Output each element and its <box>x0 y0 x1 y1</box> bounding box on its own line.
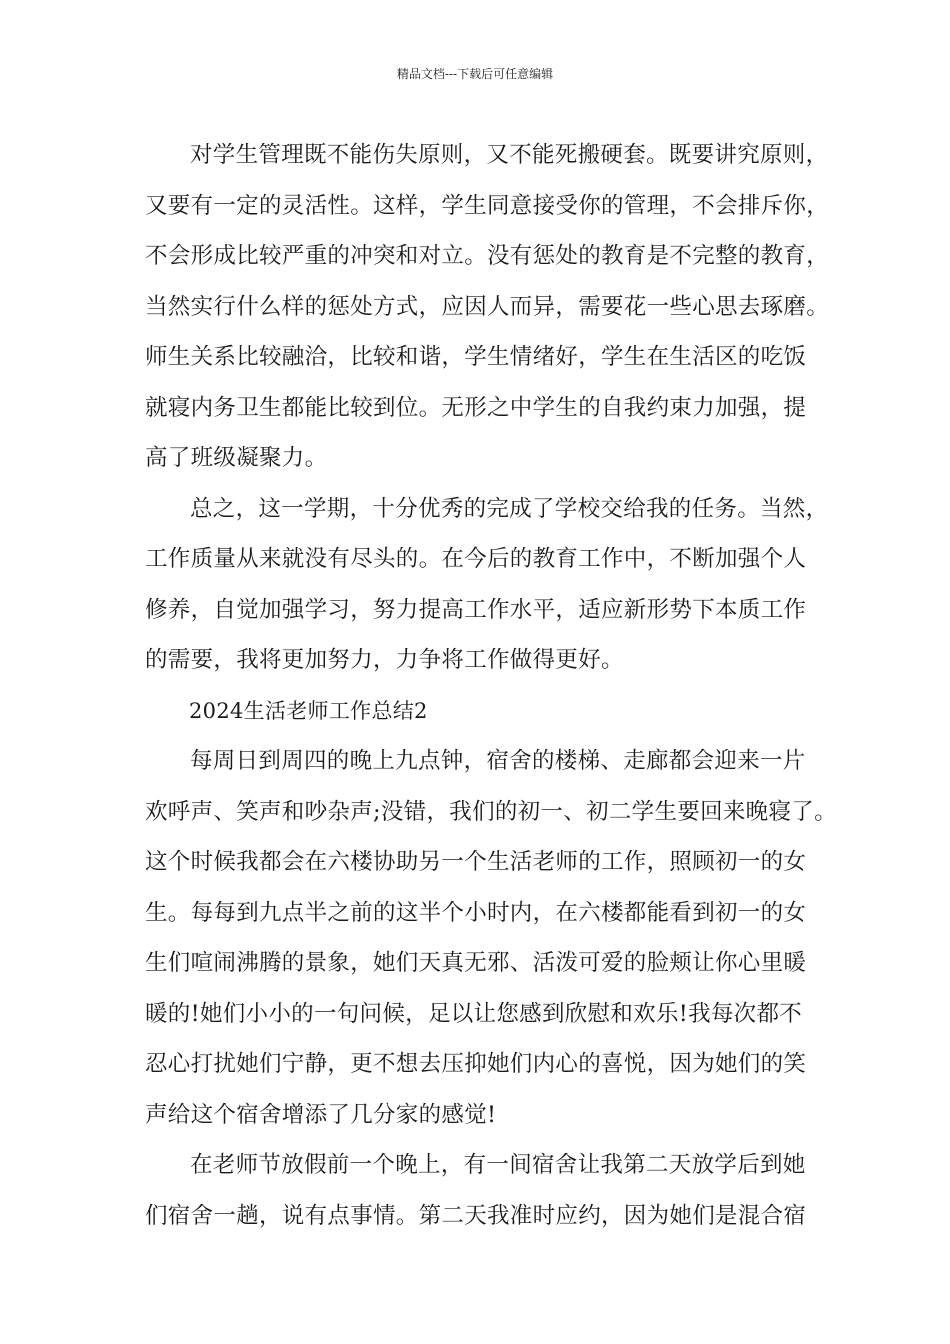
paragraph-1-line-2: 又要有一定的灵活性。这样，学生同意接受你的管理，不会排斥你， <box>145 192 830 219</box>
paragraph-3-line-8: 声给这个宿舍增添了几分家的感觉! <box>145 1101 497 1128</box>
paragraph-3-line-4: 生。每每到九点半之前的这半个小时内，在六楼都能看到初一的女 <box>145 899 807 926</box>
paragraph-1-line-5: 师生关系比较融洽，比较和谐，学生情绪好，学生在生活区的吃饭 <box>145 344 807 370</box>
paragraph-3-line-7: 忍心打扰她们宁静，更不想去压抑她们内心的喜悦，因为她们的笑 <box>145 1051 807 1077</box>
paragraph-4-line-2: 们宿舍一趟，说有点事情。第二天我准时应约，因为她们是混合宿 <box>145 1202 807 1229</box>
section-heading: 2024生活老师工作总结2 <box>189 698 428 723</box>
paragraph-3-line-5: 生们喧闹沸腾的景象，她们天真无邪、活泼可爱的脸颊让你心里暖 <box>145 950 807 976</box>
paragraph-2-line-3: 修养，自觉加强学习，努力提高工作水平，适应新形势下本质工作 <box>145 596 807 623</box>
paragraph-1-line-7: 高了班级凝聚力。 <box>145 445 328 471</box>
document-body <box>145 130 837 1241</box>
paragraph-2-line-4: 的需要，我将更加努力，力争将工作做得更好。 <box>145 647 624 673</box>
paragraph-3-line-3: 这个时候我都会在六楼协助另一个生活老师的工作，照顾初一的女 <box>145 849 807 875</box>
page-header: 精品文档---下载后可任意编辑 <box>396 67 554 81</box>
paragraph-1-line-4: 当然实行什么样的惩处方式，应因人而异，需要花一些心思去琢磨。 <box>145 293 830 320</box>
paragraph-2-line-2: 工作质量从来就没有尽头的。在今后的教育工作中，不断加强个人 <box>145 546 807 572</box>
paragraph-1-line-3: 不会形成比较严重的冲突和对立。没有惩处的教育是不完整的教育， <box>145 243 830 269</box>
paragraph-1-line-6: 就寝内务卫生都能比较到位。无形之中学生的自我约束力加强，提 <box>145 394 807 421</box>
paragraph-4-line-1: 在老师节放假前一个晚上，有一间宿舍让我第二天放学后到她 <box>190 1152 806 1178</box>
paragraph-3-line-2: 欢呼声、笑声和吵杂声;没错，我们的初一、初二学生要回来晚寝了。 <box>145 798 837 825</box>
paragraph-2-line-1: 总之，这一学期，十分优秀的完成了学校交给我的任务。当然， <box>190 495 829 522</box>
paragraph-1-line-1: 对学生管理既不能伤失原则，又不能死搬硬套。既要讲究原则， <box>190 142 829 168</box>
paragraph-3-line-6: 暖的!她们小小的一句问候，足以让您感到欣慰和欢乐!我每次都不 <box>145 1000 803 1027</box>
paragraph-3-line-1: 每周日到周四的晚上九点钟，宿舍的楼梯、走廊都会迎来一片 <box>190 748 806 774</box>
